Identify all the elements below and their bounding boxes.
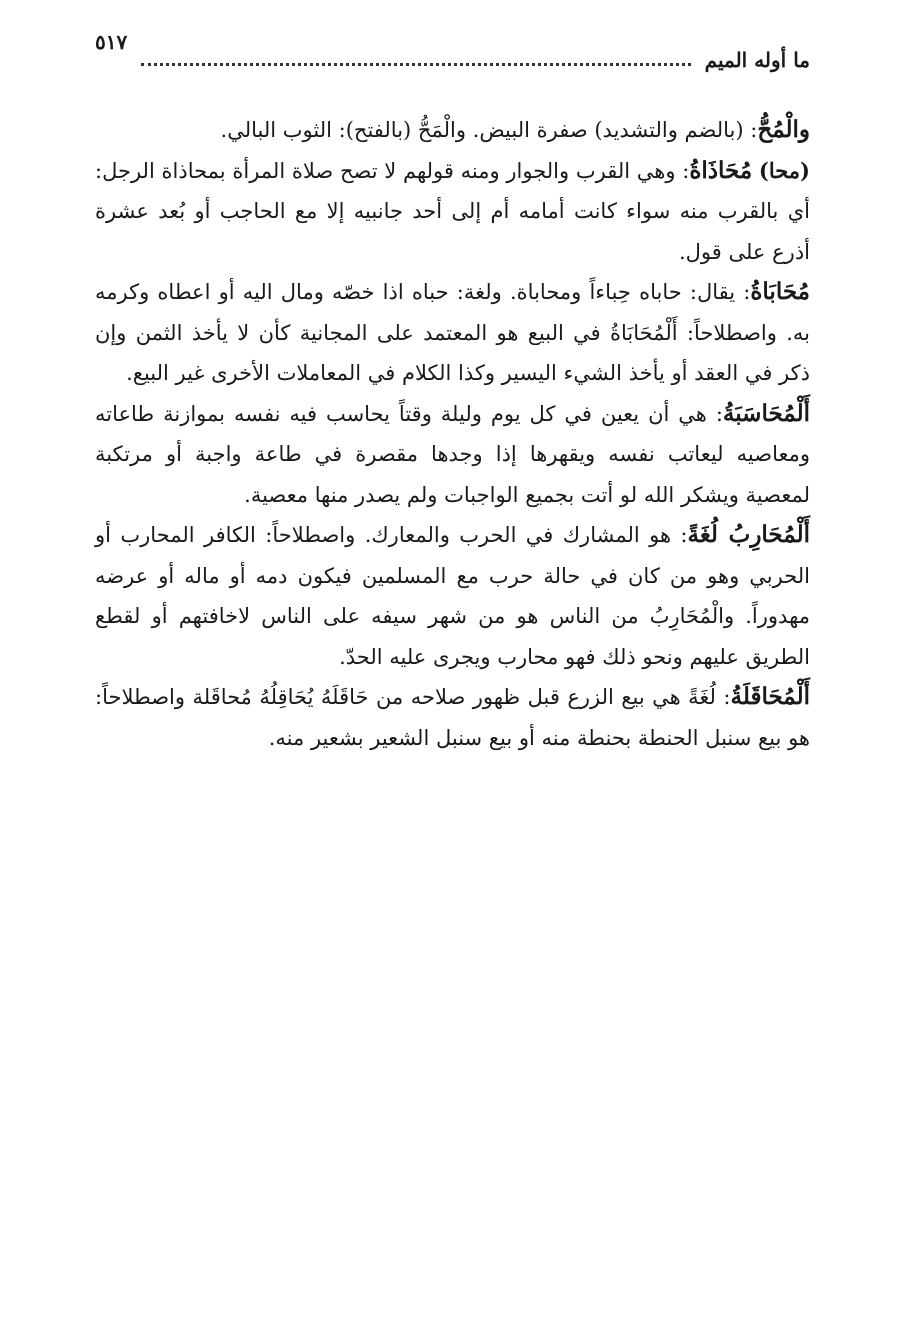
entry-text: : يقال: حاباه حِباءاً ومحاباة. ولغة: حباه اذا خصّه ومال اليه أو اعطاه وكرمه به. واصطلاحاً: أَلْمُحَابَاةُ في البيع هو المعتمد على المجانية كأن لا يأخذ الثمن وإن ذكر في العقد أو يأخذ الشيء اليسير وكذا الكلام في المعاملات الأخرى غير البيع. [95,280,810,385]
entry-headword: أَلْمُحَاقَلَةُ [730,683,810,710]
entry-almuhaqala [95,677,810,758]
entry-text: : وهي القرب والجوار ومنه قولهم لا تصح صلاة المرأة بمحاذاة الرجل: أي بالقرب منه سواء كانت أمامه أم إلى أحد جانبيه إلا مع الحاجب أو بُعد عشرة أذرع على قول. [95,158,810,264]
entry-text: : هي أن يعين في كل يوم وليلة وقتاً يحاسب فيه نفسه بموازنة طاعاته ومعاصيه ليعاتب نفسه ويقهرها إذا وجدها مقصرة في طاعة واجبة أو مرتكبة لمعصية ويشكر الله لو أتت بجميع الواجبات ولم يصدر منها معصية. [95,401,810,507]
entry-text: : هو المشارك في الحرب والمعارك. واصطلاحاً: الكافر المحارب أو الحربي وهو من كان في حالة حرب مع المسلمين فيكون دمه أو ماله أو عرضه مهدوراً. والْمُحَارِبُ من الناس هو من شهر سيفه على الناس لاخافتهم أو لقطع الطريق عليهم ونحو ذلك فهو محارب ويجرى عليه الحدّ. [95,523,810,669]
running-title: ما أوله الميم [704,48,810,72]
page-body [95,110,810,758]
entry-headword: أَلْمُحَارِبُ لُغَةً [687,521,810,548]
entry-almuharib [95,515,810,677]
entry-headword: أَلْمُحَاسَبَةُ [722,399,810,427]
page-header [95,30,810,74]
leader-dots [141,63,690,66]
entry-text: : لُغَةً هي بيع الزرع قبل ظهور صلاحه من حَاقَلَهُ يُحَاقِلُهُ مُحاقَلة واصطلاحاً: هو بيع سنبل الحنطة بحنطة منه أو بيع سنبل الشعير بشعير منه. [95,685,810,750]
entry-almuhh [95,110,810,151]
entry-almuhasaba [95,394,810,516]
entry-headword: والْمُحُّ [757,116,810,143]
entry-root: (محا) [758,157,810,183]
entry-headword: مُحَاذَاةُ [689,156,753,184]
page-number: ٥١٧ [95,30,128,54]
entry-text: : (بالضم والتشديد) صفرة البيض. والْمَحُّ (بالفتح): الثوب البالي. [220,118,758,142]
entry-muhadhat [95,151,810,273]
entry-muhabat [95,272,810,394]
entry-headword: مُحَابَاةُ [750,278,810,305]
